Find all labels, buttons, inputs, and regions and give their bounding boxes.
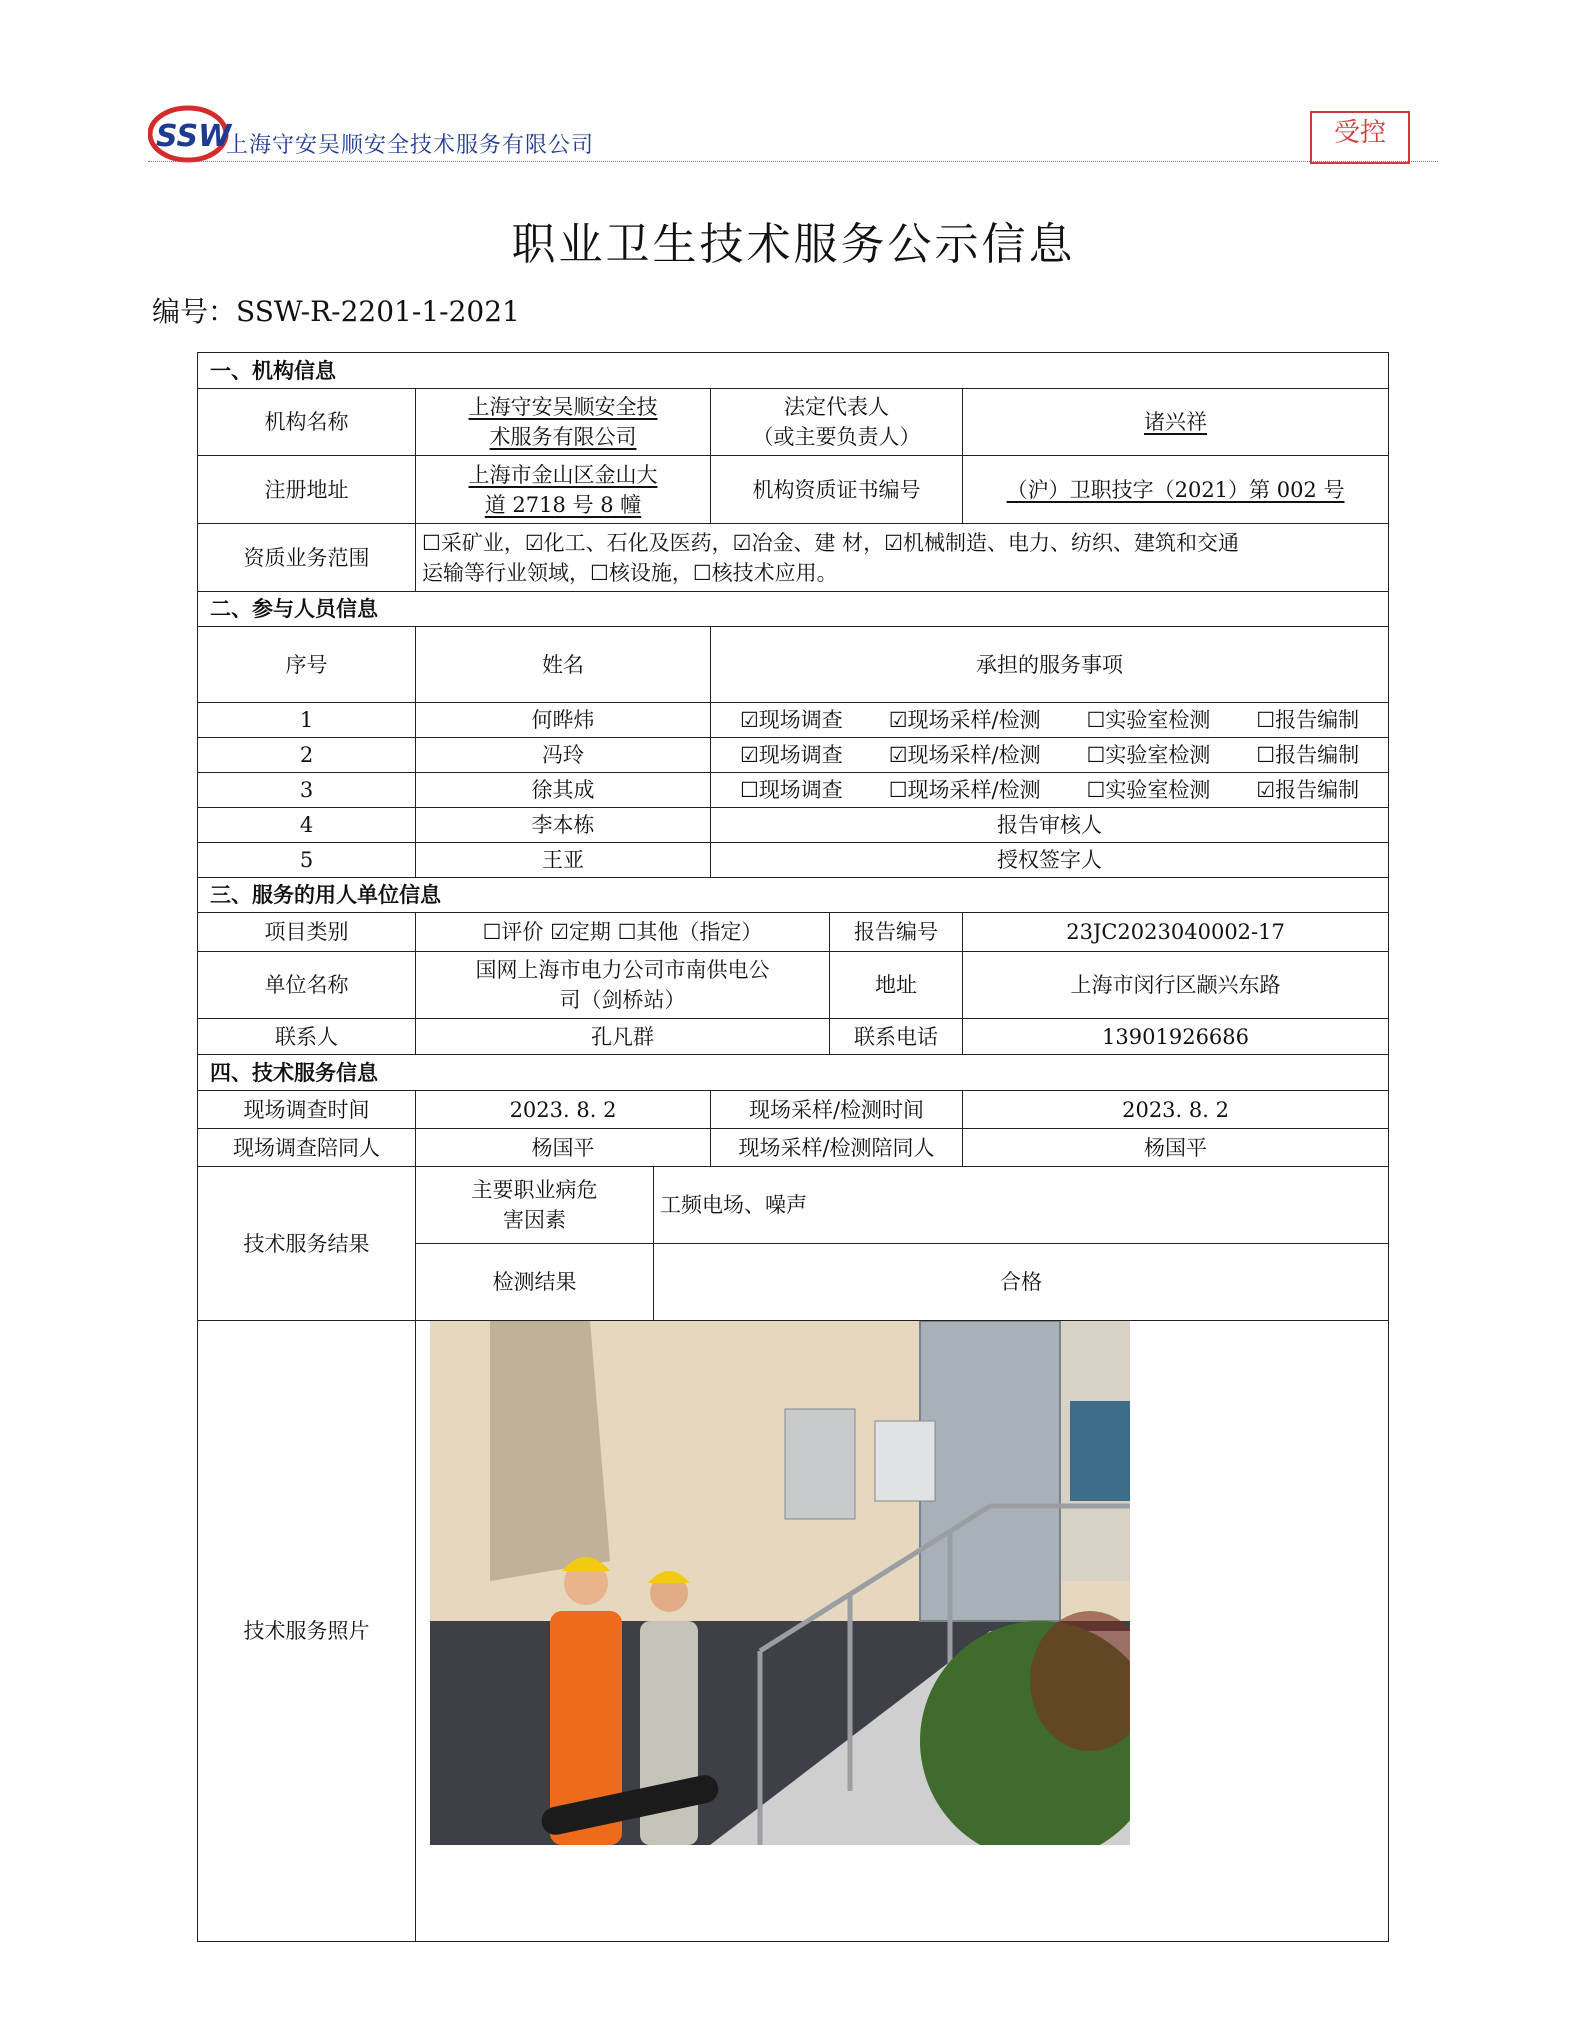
company-logo bbox=[148, 100, 628, 164]
hazard-label-line1: 主要职业病危 bbox=[471, 1178, 598, 1202]
staff-no: 1 bbox=[198, 703, 416, 738]
col-service-header: 承担的服务事项 bbox=[711, 627, 1389, 703]
staff-services bbox=[711, 773, 1389, 808]
staff-name: 李本栋 bbox=[416, 808, 711, 843]
test-result-value: 合格 bbox=[654, 1244, 1389, 1321]
document-serial: 编号：SSW-R-2201-1-2021 bbox=[152, 295, 520, 328]
test-result-label: 检测结果 bbox=[416, 1244, 654, 1321]
address-line2: 道 2718 号 8 幢 bbox=[484, 492, 642, 517]
survey-time-value: 2023. 8. 2 bbox=[416, 1091, 711, 1129]
service-lab: ☐实验室检测 bbox=[1086, 708, 1211, 732]
survey-time-label: 现场调查时间 bbox=[198, 1091, 416, 1129]
staff-no: 3 bbox=[198, 773, 416, 808]
hazard-label bbox=[416, 1167, 654, 1244]
org-name-line1: 上海守安吴顺安全技 bbox=[468, 395, 658, 419]
unit-address-label: 地址 bbox=[830, 952, 963, 1019]
phone-label: 联系电话 bbox=[830, 1019, 963, 1055]
scope-value bbox=[416, 524, 1389, 592]
address-line1: 上海市金山区金山大 bbox=[468, 462, 658, 487]
service-report: ☑报告编制 bbox=[1256, 778, 1360, 802]
unit-address-value: 上海市闵行区颛兴东路 bbox=[963, 952, 1389, 1019]
service-lab: ☐实验室检测 bbox=[1086, 743, 1211, 767]
staff-no: 5 bbox=[198, 843, 416, 878]
section-staff-heading: 二、参与人员信息 bbox=[198, 592, 1389, 627]
staff-name: 何晔炜 bbox=[416, 703, 711, 738]
legal-rep-label-line2: （或主要负责人） bbox=[752, 425, 921, 449]
staff-role: 报告审核人 bbox=[711, 808, 1389, 843]
address-value bbox=[416, 456, 711, 524]
staff-no: 4 bbox=[198, 808, 416, 843]
org-name-value bbox=[416, 389, 711, 456]
org-name-label: 机构名称 bbox=[198, 389, 416, 456]
header-divider bbox=[148, 161, 1438, 162]
sampling-escort-label: 现场采样/检测陪同人 bbox=[711, 1129, 963, 1167]
scope-line1: ☐采矿业，☑化工、石化及医药，☑冶金、建 材，☑机械制造、电力、纺织、建筑和交通 bbox=[422, 530, 1239, 555]
service-lab: ☐实验室检测 bbox=[1086, 778, 1211, 802]
unit-name-label: 单位名称 bbox=[198, 952, 416, 1019]
legal-rep-label-line1: 法定代表人 bbox=[784, 395, 889, 419]
unit-name-value bbox=[416, 952, 830, 1019]
staff-row bbox=[198, 808, 1389, 843]
staff-no: 2 bbox=[198, 738, 416, 773]
controlled-stamp: 受控 bbox=[1310, 111, 1410, 164]
staff-row bbox=[198, 703, 1389, 738]
result-label: 技术服务结果 bbox=[198, 1167, 416, 1321]
legal-rep-value: 诸兴祥 bbox=[1144, 410, 1208, 434]
company-name: 上海守安吴顺安全技术服务有限公司 bbox=[226, 133, 595, 158]
org-name-line2: 术服务有限公司 bbox=[489, 425, 637, 449]
contact-value: 孔凡群 bbox=[416, 1019, 830, 1055]
survey-escort-value: 杨国平 bbox=[416, 1129, 711, 1167]
service-survey: ☑现场调查 bbox=[739, 743, 843, 767]
service-survey: ☐现场调查 bbox=[739, 778, 843, 802]
unit-name-line2: 司（剑桥站） bbox=[559, 988, 686, 1012]
hazard-label-line2: 害因素 bbox=[503, 1208, 566, 1232]
survey-escort-label: 现场调查陪同人 bbox=[198, 1129, 416, 1167]
sampling-time-value: 2023. 8. 2 bbox=[963, 1091, 1389, 1129]
report-no-label: 报告编号 bbox=[830, 913, 963, 952]
hazard-value: 工频电场、噪声 bbox=[654, 1167, 1389, 1244]
cert-label: 机构资质证书编号 bbox=[711, 456, 963, 524]
page-title: 职业卫生技术服务公示信息 bbox=[511, 219, 1076, 270]
sampling-time-label: 现场采样/检测时间 bbox=[711, 1091, 963, 1129]
service-report: ☐报告编制 bbox=[1256, 743, 1360, 767]
legal-rep-label bbox=[711, 389, 963, 456]
report-no-value: 23JC2023040002-17 bbox=[963, 913, 1389, 952]
sampling-escort-value: 杨国平 bbox=[963, 1129, 1389, 1167]
scope-line2: 运输等行业领域，☐核设施，☐核技术应用。 bbox=[422, 560, 838, 585]
unit-name-line1: 国网上海市电力公司市南供电公 bbox=[475, 958, 770, 982]
staff-services bbox=[711, 703, 1389, 738]
staff-role: 授权签字人 bbox=[711, 843, 1389, 878]
phone-value: 13901926686 bbox=[963, 1019, 1389, 1055]
staff-name: 徐其成 bbox=[416, 773, 711, 808]
staff-services bbox=[711, 738, 1389, 773]
logo-mark-text: SSW bbox=[156, 119, 232, 154]
section-org-heading: 一、机构信息 bbox=[198, 353, 1389, 389]
scope-label: 资质业务范围 bbox=[198, 524, 416, 592]
contact-label: 联系人 bbox=[198, 1019, 416, 1055]
photo-cell bbox=[416, 1321, 1389, 1942]
section-unit-heading: 三、服务的用人单位信息 bbox=[198, 878, 1389, 913]
section-service-heading: 四、技术服务信息 bbox=[198, 1055, 1389, 1091]
service-sampling: ☑现场采样/检测 bbox=[888, 743, 1041, 767]
info-table bbox=[197, 352, 1389, 1942]
photo-label: 技术服务照片 bbox=[198, 1321, 416, 1942]
service-survey: ☑现场调查 bbox=[739, 708, 843, 732]
service-report: ☐报告编制 bbox=[1256, 708, 1360, 732]
staff-row bbox=[198, 773, 1389, 808]
project-type-value: ☐评价 ☑定期 ☐其他（指定） bbox=[416, 913, 830, 952]
service-sampling: ☐现场采样/检测 bbox=[888, 778, 1041, 802]
ssw-logo-icon bbox=[148, 100, 234, 164]
address-label: 注册地址 bbox=[198, 456, 416, 524]
cert-value: （沪）卫职技字（2021）第 002 号 bbox=[1006, 477, 1345, 502]
staff-name: 王亚 bbox=[416, 843, 711, 878]
staff-name: 冯玲 bbox=[416, 738, 711, 773]
project-type-label: 项目类别 bbox=[198, 913, 416, 952]
service-sampling: ☑现场采样/检测 bbox=[888, 708, 1041, 732]
staff-row bbox=[198, 843, 1389, 878]
col-no-header: 序号 bbox=[198, 627, 416, 703]
staff-row bbox=[198, 738, 1389, 773]
col-name-header: 姓名 bbox=[416, 627, 711, 703]
service-photo bbox=[430, 1321, 1130, 1845]
